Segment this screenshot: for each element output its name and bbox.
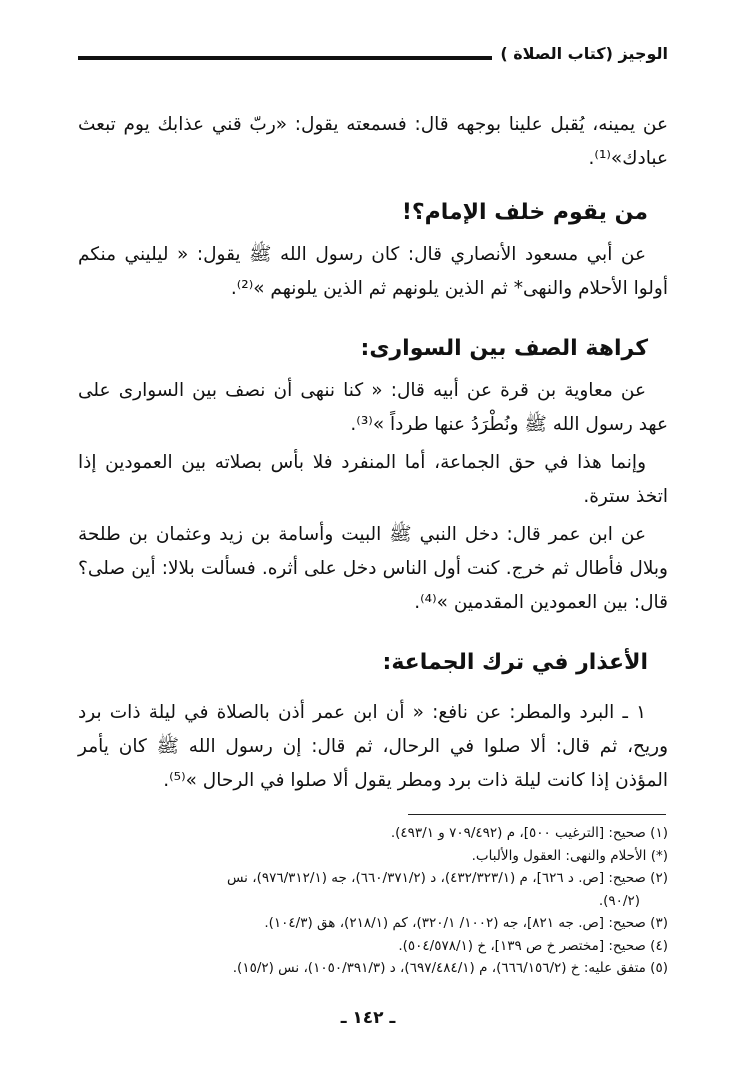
footnote-2-line1: (٢) صحيح: [ص. د ٦٢٦]، م (٤٣٢/٣٢٣/١)، د (٦٦٠/٣٧١/٢)، جه (٩٧٦/٣١٢/١)، نس <box>226 870 668 886</box>
heading-who-stands-behind-imam: من يقوم خلف الإمام؟! <box>401 200 648 225</box>
paragraph-cold-rain: ١ ـ البرد والمطر: عن نافع: « أن ابن عمر أذن بالصلاة في ليلة ذات برد وريح، ثم قال: ألا صلوا في الرحال، ثم قال: إن رسول الله ﷺ كان يأمر المؤذن إذا كانت ليلة ذات برد ومطر يقول ألا صلوا في الرحال »⁽⁵⁾. <box>78 702 668 791</box>
footnote-4: (٤) صحيح: [مختصر خ ص ١٣٩]، خ (٥٠٤/٥٧٨/١). <box>398 937 668 954</box>
footnote-2-line2: (٩٠/٢). <box>598 892 640 909</box>
page-number: ـ ١٤٢ ـ <box>340 1008 396 1028</box>
footnote-5: (٥) متفق عليه: خ (٦٦٦/١٥٦/٢)، م (٦٩٧/٤٨٤/١)، د (١٠٥٠/٣٩١/٣)، نس (١٥/٢). <box>232 960 668 976</box>
footnote-star: (*) الأحلام والنهى: العقول والألباب. <box>471 847 668 864</box>
paragraph-muawiya: عن معاوية بن قرة عن أبيه قال: « كنا ننهى أن نصف بين السوارى على عهد رسول الله ﷺ ونُطْرَدُ عنها طرداً »⁽³⁾. <box>78 380 668 435</box>
footnote-separator <box>408 814 666 815</box>
header-rule <box>78 56 492 60</box>
paragraph-jamaah-note: وإنما هذا في حق الجماعة، أما المنفرد فلا بأس بصلاته بين العمودين إذا اتخذ سترة. <box>78 452 668 507</box>
header-title: الوجيز (كتاب الصلاة ) <box>500 44 668 63</box>
footnote-2 <box>78 867 668 912</box>
heading-excuses: الأعذار في ترك الجماعة: <box>382 650 648 675</box>
footnotes <box>78 822 668 980</box>
paragraph-continuation: عن يمينه، يُقبل علينا بوجهه قال: فسمعته يقول: «ربّ قني عذابك يوم تبعث عبادك»⁽¹⁾. <box>78 114 668 169</box>
footnote-1: (١) صحيح: [الترغيب ٥٠٠]، م (٧٠٩/٤٩٢ و ٤٩٣/١). <box>390 825 668 841</box>
running-header <box>78 44 668 63</box>
paragraph-ibn-umar: عن ابن عمر قال: دخل النبي ﷺ البيت وأسامة بن زيد وعثمان بن طلحة وبلال فأطال ثم خرج. كنت أول الناس دخل على أثره. فسألت بلالا: أين صلى؟ قال: بين العمودين المقدمين »⁽⁴⁾. <box>78 524 668 613</box>
paragraph-abu-masud: عن أبي مسعود الأنصاري قال: كان رسول الله ﷺ يقول: « ليليني منكم أولوا الأحلام والنهى* ثم الذين يلونهم ثم الذين يلونهم »⁽²⁾. <box>78 244 668 299</box>
heading-rows-between-pillars: كراهة الصف بين السوارى: <box>360 336 648 361</box>
footnote-3: (٣) صحيح: [ص. جه ٨٢١]، جه (١٠٠٢/ ٣٢٠/١)، كم (٢١٨/١)، هق (١٠٤/٣). <box>264 915 668 931</box>
